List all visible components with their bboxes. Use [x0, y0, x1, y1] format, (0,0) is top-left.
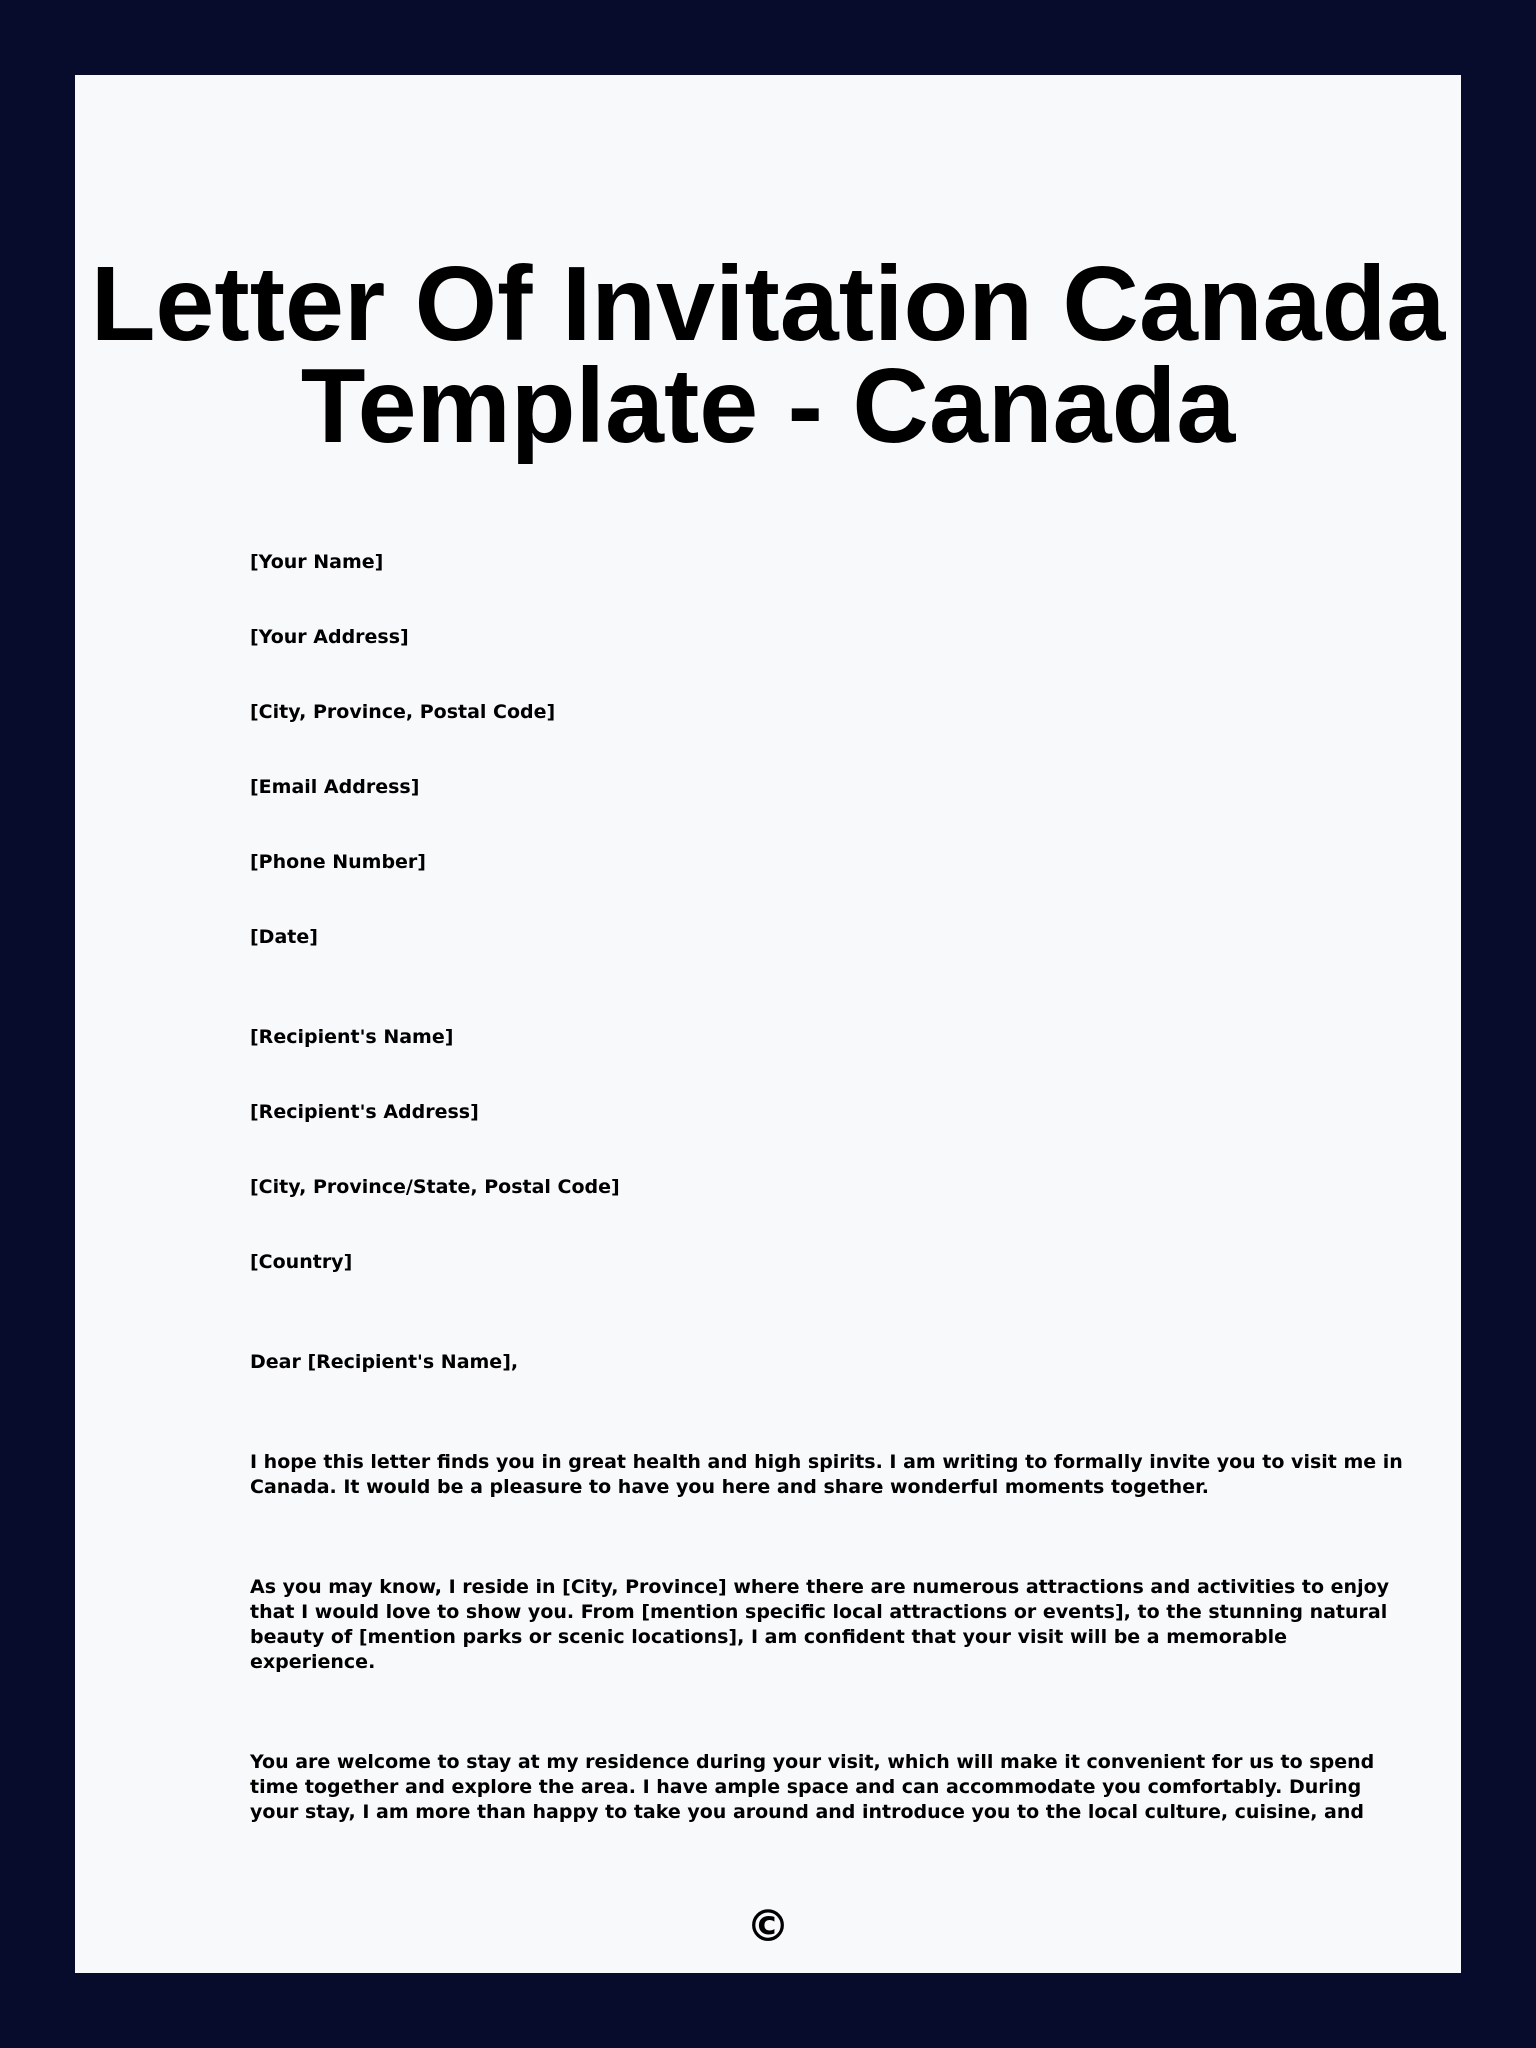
- title-line-2: Template - Canada: [300, 347, 1236, 465]
- recipient-name: [Recipient's Name]: [250, 1026, 454, 1048]
- sender-name: [Your Name]: [250, 551, 384, 573]
- title-line-1: Letter Of Invitation Canada: [90, 245, 1446, 363]
- body-paragraph-1: [250, 1450, 1403, 1500]
- letter-date: [Date]: [250, 926, 318, 948]
- paragraph-line: that I would love to show you. From [mention specific local attractions or events], to the stunning natural: [250, 1601, 1388, 1623]
- body-paragraph-2: [250, 1575, 1390, 1675]
- document-title: [75, 245, 1461, 465]
- paragraph-line: Canada. It would be a pleasure to have you here and share wonderful moments together.: [250, 1476, 1209, 1498]
- paragraph-line: your stay, I am more than happy to take you around and introduce you to the local culture, cuisine, and: [250, 1801, 1364, 1823]
- sender-phone: [Phone Number]: [250, 851, 426, 873]
- recipient-city: [City, Province/State, Postal Code]: [250, 1176, 620, 1198]
- paragraph-line: beauty of [mention parks or scenic locations], I am confident that your visit will be a memorable: [250, 1626, 1287, 1648]
- paragraph-line: time together and explore the area. I have ample space and can accommodate you comfortably. During: [250, 1776, 1362, 1798]
- recipient-country: [Country]: [250, 1251, 353, 1273]
- paragraph-line: I hope this letter finds you in great health and high spirits. I am writing to formally invite you to visit me in: [250, 1451, 1403, 1473]
- sender-email: [Email Address]: [250, 776, 420, 798]
- body-paragraph-3: [250, 1750, 1375, 1825]
- recipient-address: [Recipient's Address]: [250, 1101, 479, 1123]
- letter-page: [75, 75, 1461, 1973]
- sender-address: [Your Address]: [250, 626, 409, 648]
- paragraph-line: You are welcome to stay at my residence during your visit, which will make it convenient for us to spend: [250, 1751, 1375, 1773]
- copyright-icon: ©: [746, 1901, 790, 1952]
- paragraph-line: As you may know, I reside in [City, Province] where there are numerous attractions and activities to enjoy: [250, 1576, 1390, 1598]
- sender-city: [City, Province, Postal Code]: [250, 701, 556, 723]
- salutation: Dear [Recipient's Name],: [250, 1351, 519, 1373]
- paragraph-line: experience.: [250, 1651, 376, 1673]
